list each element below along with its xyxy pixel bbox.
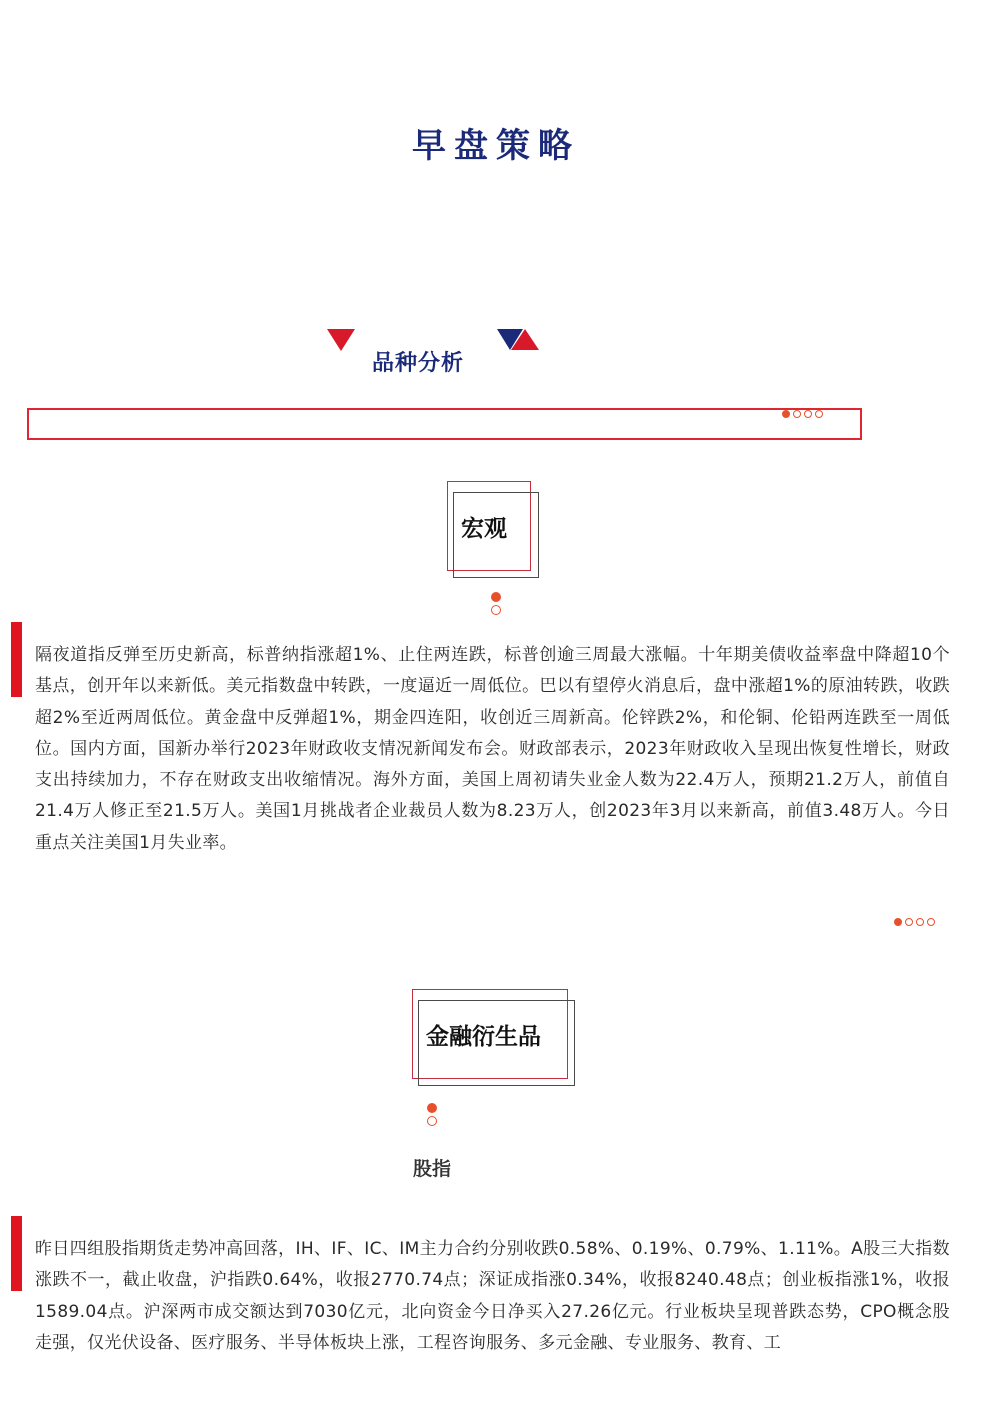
stock-index-subheading: 股指 (413, 1158, 452, 1180)
red-triangle-up-icon (511, 329, 539, 350)
derivatives-paragraph: 昨日四组股指期货走势冲高回落，IH、IF、IC、IM主力合约分别收跌0.58%、0.19%、0.79%、1.11%。A股三大指数涨跌不一，截止收盘，沪指跌0.64%，收报2770.74点；深证成指涨0.34%，收报8240.48点；创业板指涨1%，收报1589.04点。沪深两市成交额达到7030亿元，北向资金今日净买入27.26亿元。行业板块呈现普跌态势，CPO概念股走强，仅光伏设备、医疗服务、半导体板块上涨，工程咨询服务、多元金融、专业服务、教育、工 (35, 1239, 950, 1353)
red-triangle-icon (327, 329, 355, 351)
document-title: 早盘策略 (412, 126, 580, 166)
banner-dots-icon (782, 410, 823, 418)
section-heading: 品种分析 (372, 351, 465, 376)
derivatives-heading: 金融衍生品 (426, 1024, 541, 1050)
macro-paragraph: 隔夜道指反弹至历史新高，标普纳指涨超1%、止住两连跌，标普创逾三周最大涨幅。十年期美债收益率盘中降超10个基点，创开年以来新低。美元指数盘中转跌，一度逼近一周低位。巴以有望停火消息后，盘中涨超1%的原油转跌，收跌超2%至近两周低位。黄金盘中反弹超1%，期金四连阳，收创近三周新高。伦锌跌2%，和伦铜、伦铅两连跌至一周低位。国内方面，国新办举行2023年财政收支情况新闻发布会。财政部表示，2023年财政收入呈现出恢复性增长，财政支出持续加力，不存在财政支出收缩情况。海外方面，美国上周初请失业金人数为22.4万人，预期21.2万人，前值自21.4万人修正至21.5万人。美国1月挑战者企业裁员人数为8.23万人，创2023年3月以来新高，前值3.48万人。今日重点关注美国1月失业率。 (35, 645, 950, 853)
macro-heading: 宏观 (461, 516, 507, 542)
section-dots-icon (894, 918, 935, 926)
derivatives-accent-bar (11, 1216, 22, 1291)
section-banner (27, 408, 862, 440)
derivatives-dots-icon (427, 1103, 437, 1126)
macro-accent-bar (11, 622, 22, 697)
macro-dots-icon (491, 592, 501, 615)
